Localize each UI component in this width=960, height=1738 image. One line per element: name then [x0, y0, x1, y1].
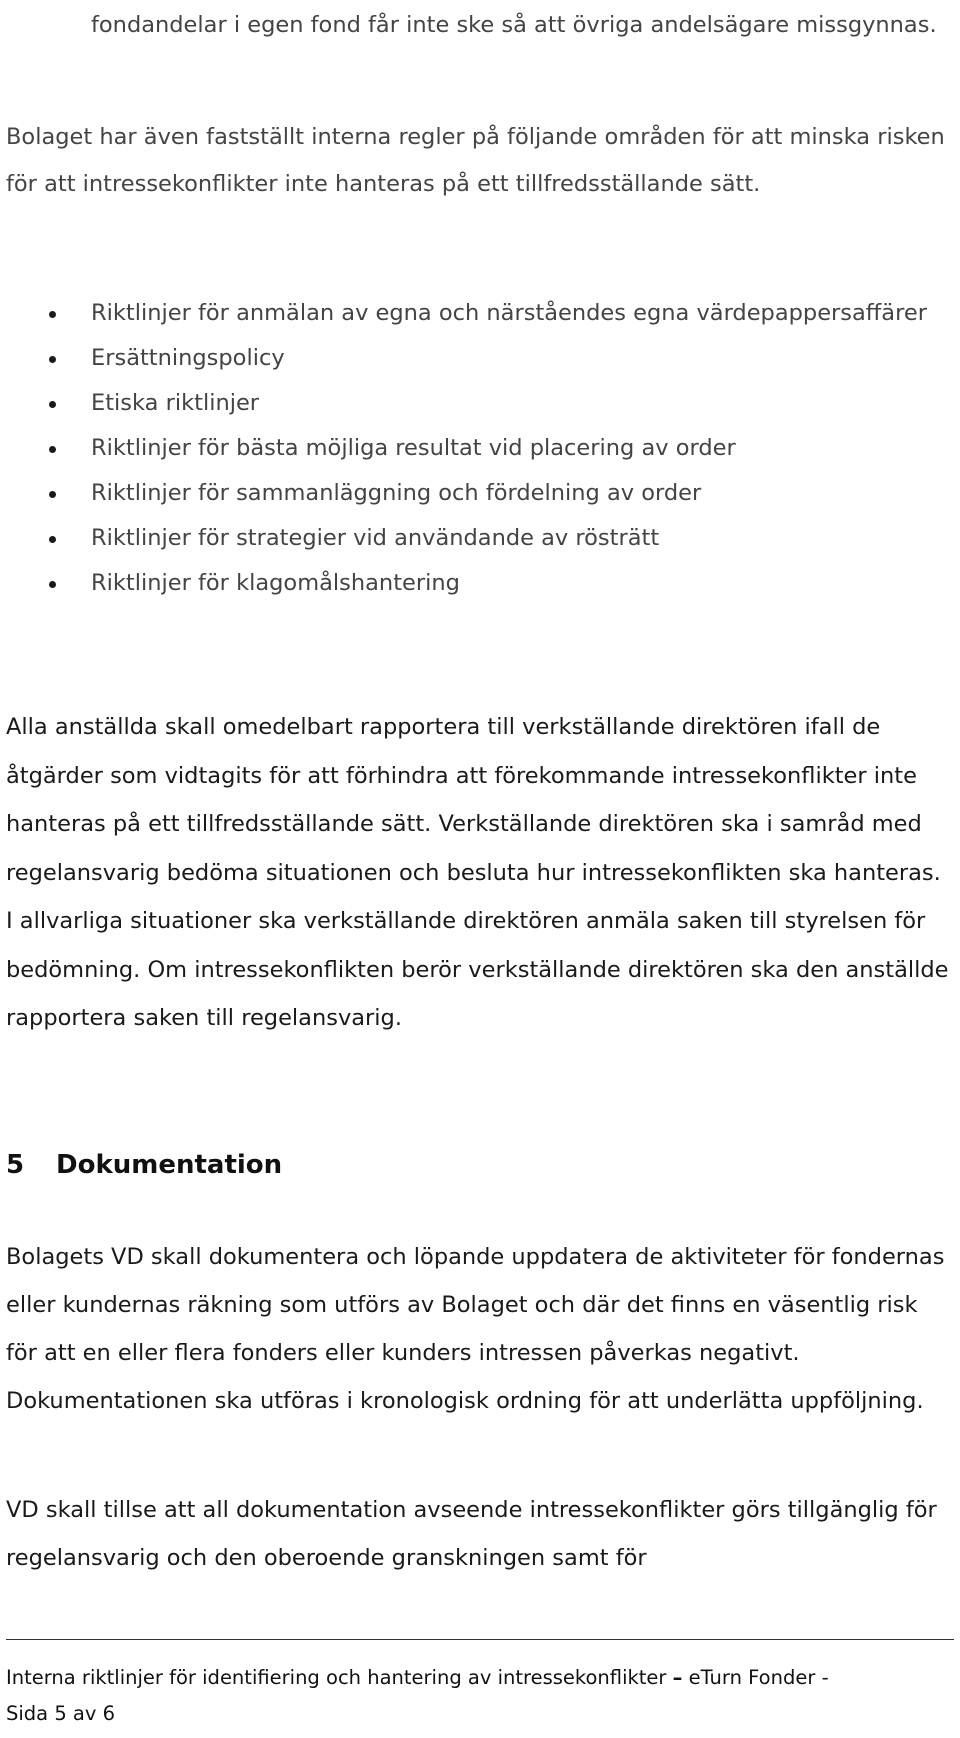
footer-dash: – [672, 1666, 683, 1689]
page-number: Sida 5 av 6 [6, 1702, 116, 1725]
bullet-icon [49, 446, 56, 453]
page-footer [6, 1660, 956, 1732]
footer-separator: - [821, 1666, 829, 1689]
intro-paragraph: Bolaget har även fastställt interna regler på följande områden för att minska risken för att intressekonflikter inte hanteras på ett tillfredsställande sätt. [6, 124, 945, 197]
bullet-icon [49, 356, 56, 363]
footer-title: Interna riktlinjer för identifiering och hantering av intressekonflikter [6, 1666, 667, 1689]
bullet-icon [49, 311, 56, 318]
list-item-text: Riktlinjer för strategier vid användande av rösträtt [91, 525, 660, 551]
list-item-text: Riktlinjer för bästa möjliga resultat vid placering av order [91, 435, 736, 461]
bullet-icon [49, 491, 56, 498]
section-title: Dokumentation [56, 1150, 283, 1180]
policy-list [0, 291, 960, 606]
vd-paragraph: VD skall tillse att all dokumentation avseende intressekonflikter görs tillgänglig för regelansvarig och den oberoende granskningen samt för [6, 1497, 937, 1571]
top-paragraph: fondandelar i egen fond får inte ske så att övriga andelsägare missgynnas. [91, 12, 937, 38]
bullet-icon [49, 401, 56, 408]
list-item [0, 426, 951, 471]
list-item [0, 561, 951, 606]
bullet-icon [49, 581, 56, 588]
list-item-text: Riktlinjer för klagomålshantering [91, 570, 460, 596]
list-item [0, 471, 951, 516]
list-item-text: Riktlinjer för anmälan av egna och närståendes egna värdepappersaffärer [91, 300, 927, 326]
list-item-text: Riktlinjer för sammanläggning och fördelning av order [91, 480, 702, 506]
section-heading [6, 1150, 282, 1180]
footer-company: eTurn Fonder [688, 1666, 816, 1689]
list-item [0, 381, 951, 426]
documentation-paragraph: Bolagets VD skall dokumentera och löpande uppdatera de aktiviteter för fondernas eller kundernas räkning som utförs av Bolaget och där det finns en väsentlig risk för att en eller flera fonders eller kunders intressen påverkas negativt. Dokumentationen ska utföras i kronologisk ordning för att underlätta uppföljning. [6, 1244, 945, 1414]
reporting-paragraph: Alla anställda skall omedelbart rapportera till verkställande direktören ifall de åtgärder som vidtagits för att förhindra att förekommande intressekonflikter inte hanteras på ett tillfredsställande sätt. Verkställande direktören ska i samråd med regelansvarig bedöma situationen och besluta hur intressekonflikten ska hanteras. I allvarliga situationer ska verkställande direktören anmäla saken till styrelsen för bedömning. Om intressekonflikten berör verkställande direktören ska den anställde rapportera saken till regelansvarig. [6, 714, 949, 1031]
bullet-icon [49, 536, 56, 543]
list-item [0, 291, 951, 336]
footer-divider [6, 1639, 954, 1640]
list-item-text: Etiska riktlinjer [91, 390, 260, 416]
list-item [0, 336, 951, 381]
section-number: 5 [6, 1150, 25, 1180]
list-item-text: Ersättningspolicy [91, 345, 285, 371]
list-item [0, 516, 951, 561]
